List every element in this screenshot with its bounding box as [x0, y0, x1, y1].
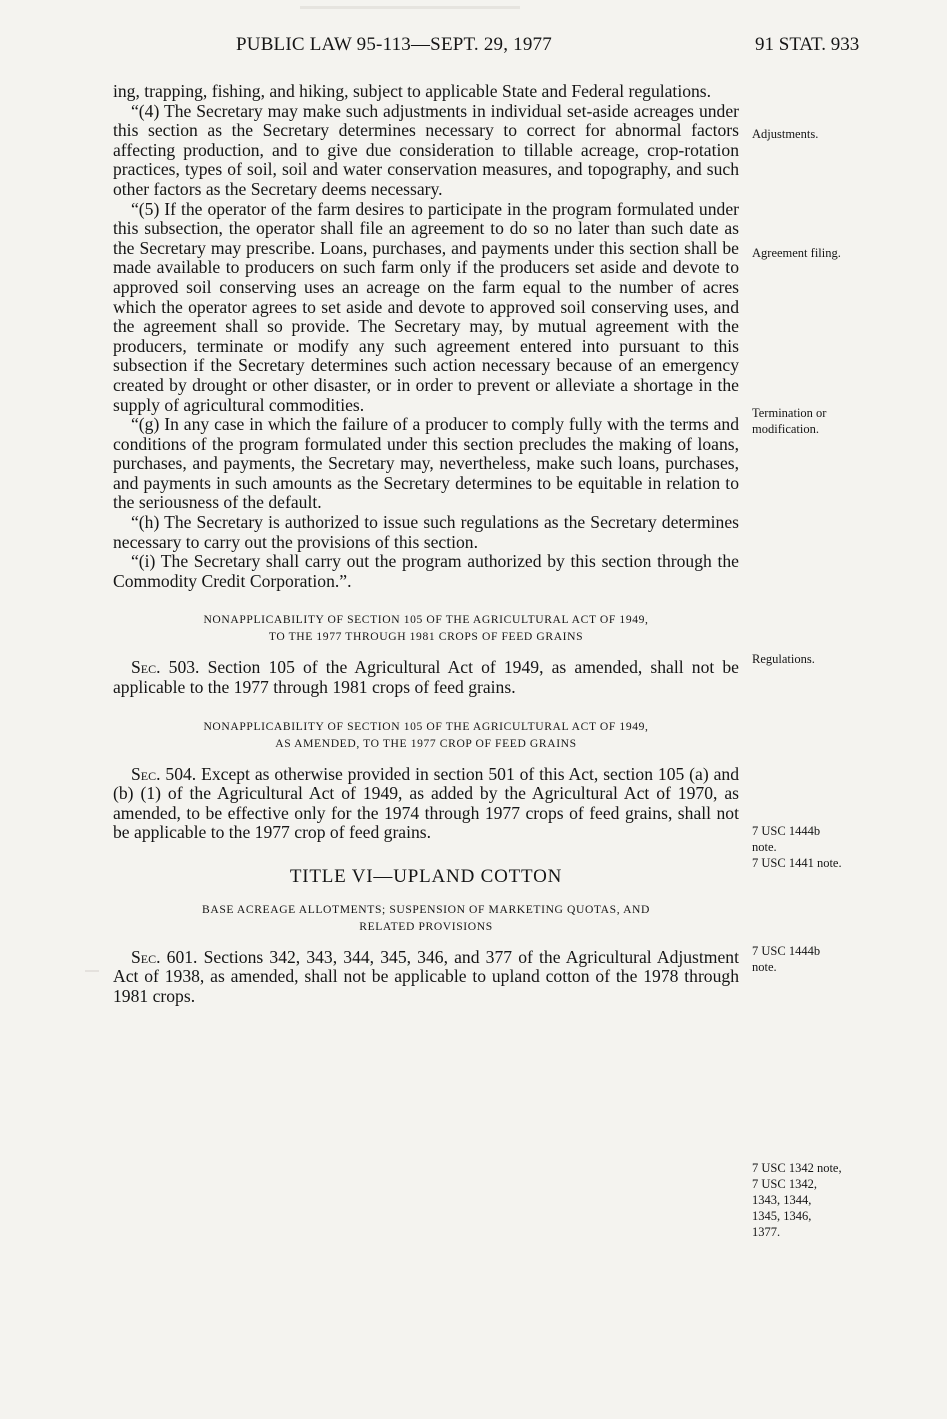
paragraph-5: “(5) If the operator of the farm desires to participate in the program formulated under this subsection, the operator shall file an agreement to do so no later than such date as the Secretary may prescribe. Loans, purchases, and payments under this section shall be made available to producers on such farm only if the producers set aside and devote to approved soil conserving uses an acreage on the farm equal to the number of acres which the operator agrees to set aside and devote to approved soil conserving uses, and the agreement shall so provide. The Secretary may, by mutual agreement with the producers, terminate or modify any such agreement entered into pursuant to this subsection if the Secretary determines such action necessary because of an emergency created by drought or other disaster, or in order to prevent or alleviate a shortage in the supply of agricultural commodities. [113, 198, 739, 415]
margin-note-usc-601-line5: 1377. [752, 1225, 781, 1239]
section-504-text: Except as otherwise provided in section 501 of this Act, section 105 (a) and (b) (1) of the Agricultural Act of 1949, as added by the Agricultural Act of 1970, as amended, to be effective only for the 1974 through 1977 crops of feed grains, shall not be applicable to the 1977 crop of feed grains. [113, 763, 739, 843]
section-503-paragraph [113, 658, 739, 697]
section-503-heading-line2: TO THE 1977 THROUGH 1981 CROPS OF FEED GRAINS [268, 630, 584, 644]
margin-note-regulations-text: Regulations. [752, 652, 815, 666]
paragraph-continuation: ing, trapping, fishing, and hiking, subject to applicable State and Federal regulations. [113, 81, 712, 101]
section-601-label: Sec. 601. [131, 946, 198, 967]
section-504-heading-line2: AS AMENDED, TO THE 1977 CROP OF FEED GRAINS [275, 736, 577, 750]
margin-note-usc-503-line2: note. [752, 840, 777, 854]
margin-note-adjustments [752, 126, 942, 142]
margin-note-regulations [752, 651, 942, 667]
margin-note-termination-line1: Termination or [752, 406, 827, 420]
section-504-paragraph [113, 765, 739, 843]
margin-note-termination-line2: modification. [752, 422, 819, 436]
margin-note-usc-503-line3: 7 USC 1441 note. [752, 856, 842, 870]
section-504-label: Sec. 504. [131, 763, 197, 784]
paragraph-h: “(h) The Secretary is authorized to issue such regulations as the Secretary determines necessary to carry out the provisions of this section. [113, 512, 739, 552]
margin-note-usc-601-line4: 1345, 1346, [752, 1209, 812, 1223]
margin-note-termination [752, 405, 942, 437]
running-header [0, 32, 947, 62]
margin-note-usc-601-line2: 7 USC 1342, [752, 1177, 817, 1191]
header-law-date: PUBLIC LAW 95-113—SEPT. 29, 1977 [236, 34, 552, 55]
margin-note-agreement-filing [752, 245, 942, 261]
paragraph-4: “(4) The Secretary may make such adjustments in individual set-aside acreages under this section as the Secretary determines necessary to correct for abnormal factors affecting production, and to give due consideration to tillable acreage, crop-rotation practices, types of soil, soil and water conservation measures, and topography, and such other factors as the Secretary deems necessary. [113, 100, 739, 199]
section-503-heading-line1: NONAPPLICABILITY OF SECTION 105 OF THE AGRICULTURAL ACT OF 1949, [203, 613, 649, 627]
section-601-heading-line2: RELATED PROVISIONS [359, 919, 493, 933]
section-601-paragraph [113, 948, 739, 1007]
section-504-heading [113, 718, 739, 752]
paragraph-g: “(g) In any case in which the failure of a producer to comply fully with the terms and conditions of the program formulated under this section precludes the making of loans, purchases, and payments, the Secretary may, nevertheless, make such loans, purchases, and payments in such amounts as the Secretary determines to be equitable in relation to the seriousness of the default. [113, 414, 739, 513]
section-601-heading [113, 901, 739, 935]
scan-artifact [85, 970, 99, 972]
section-503-label: Sec. 503. [131, 657, 200, 678]
scan-artifact [300, 6, 520, 9]
header-stat-page: 91 STAT. 933 [755, 34, 860, 55]
margin-note-adjustments-text: Adjustments. [752, 127, 819, 141]
margin-note-usc-601 [752, 1160, 942, 1240]
section-601-text: Sections 342, 343, 344, 345, 346, and 377 of the Agricultural Adjustment Act of 1938, as amended, shall not be applicable to upland cotton of the 1978 through 1981 crops. [113, 946, 739, 1006]
margin-note-agreement-filing-text: Agreement filing. [752, 246, 841, 260]
section-601-heading-line1: BASE ACREAGE ALLOTMENTS; SUSPENSION OF MARKETING QUOTAS, AND [202, 902, 650, 916]
margin-note-usc-504-line2: note. [752, 960, 777, 974]
margin-note-usc-504-line1: 7 USC 1444b [752, 944, 821, 958]
section-504-heading-line1: NONAPPLICABILITY OF SECTION 105 OF THE AGRICULTURAL ACT OF 1949, [203, 719, 649, 733]
margin-note-usc-503 [752, 823, 942, 871]
margin-note-usc-504 [752, 943, 942, 975]
title-vi-heading: TITLE VI—UPLAND COTTON [289, 866, 563, 887]
section-503-heading [113, 611, 739, 645]
paragraph-i: “(i) The Secretary shall carry out the program authorized by this section through the Commodity Credit Corporation.”. [113, 551, 739, 591]
margin-note-usc-503-line1: 7 USC 1444b [752, 824, 821, 838]
main-text-column [113, 82, 739, 1006]
margin-note-usc-601-line1: 7 USC 1342 note, [752, 1161, 842, 1175]
section-503-text: Section 105 of the Agricultural Act of 1949, as amended, shall not be applicable to the 1977 through 1981 crops of feed grains. [113, 657, 739, 698]
margin-note-usc-601-line3: 1343, 1344, [752, 1193, 812, 1207]
